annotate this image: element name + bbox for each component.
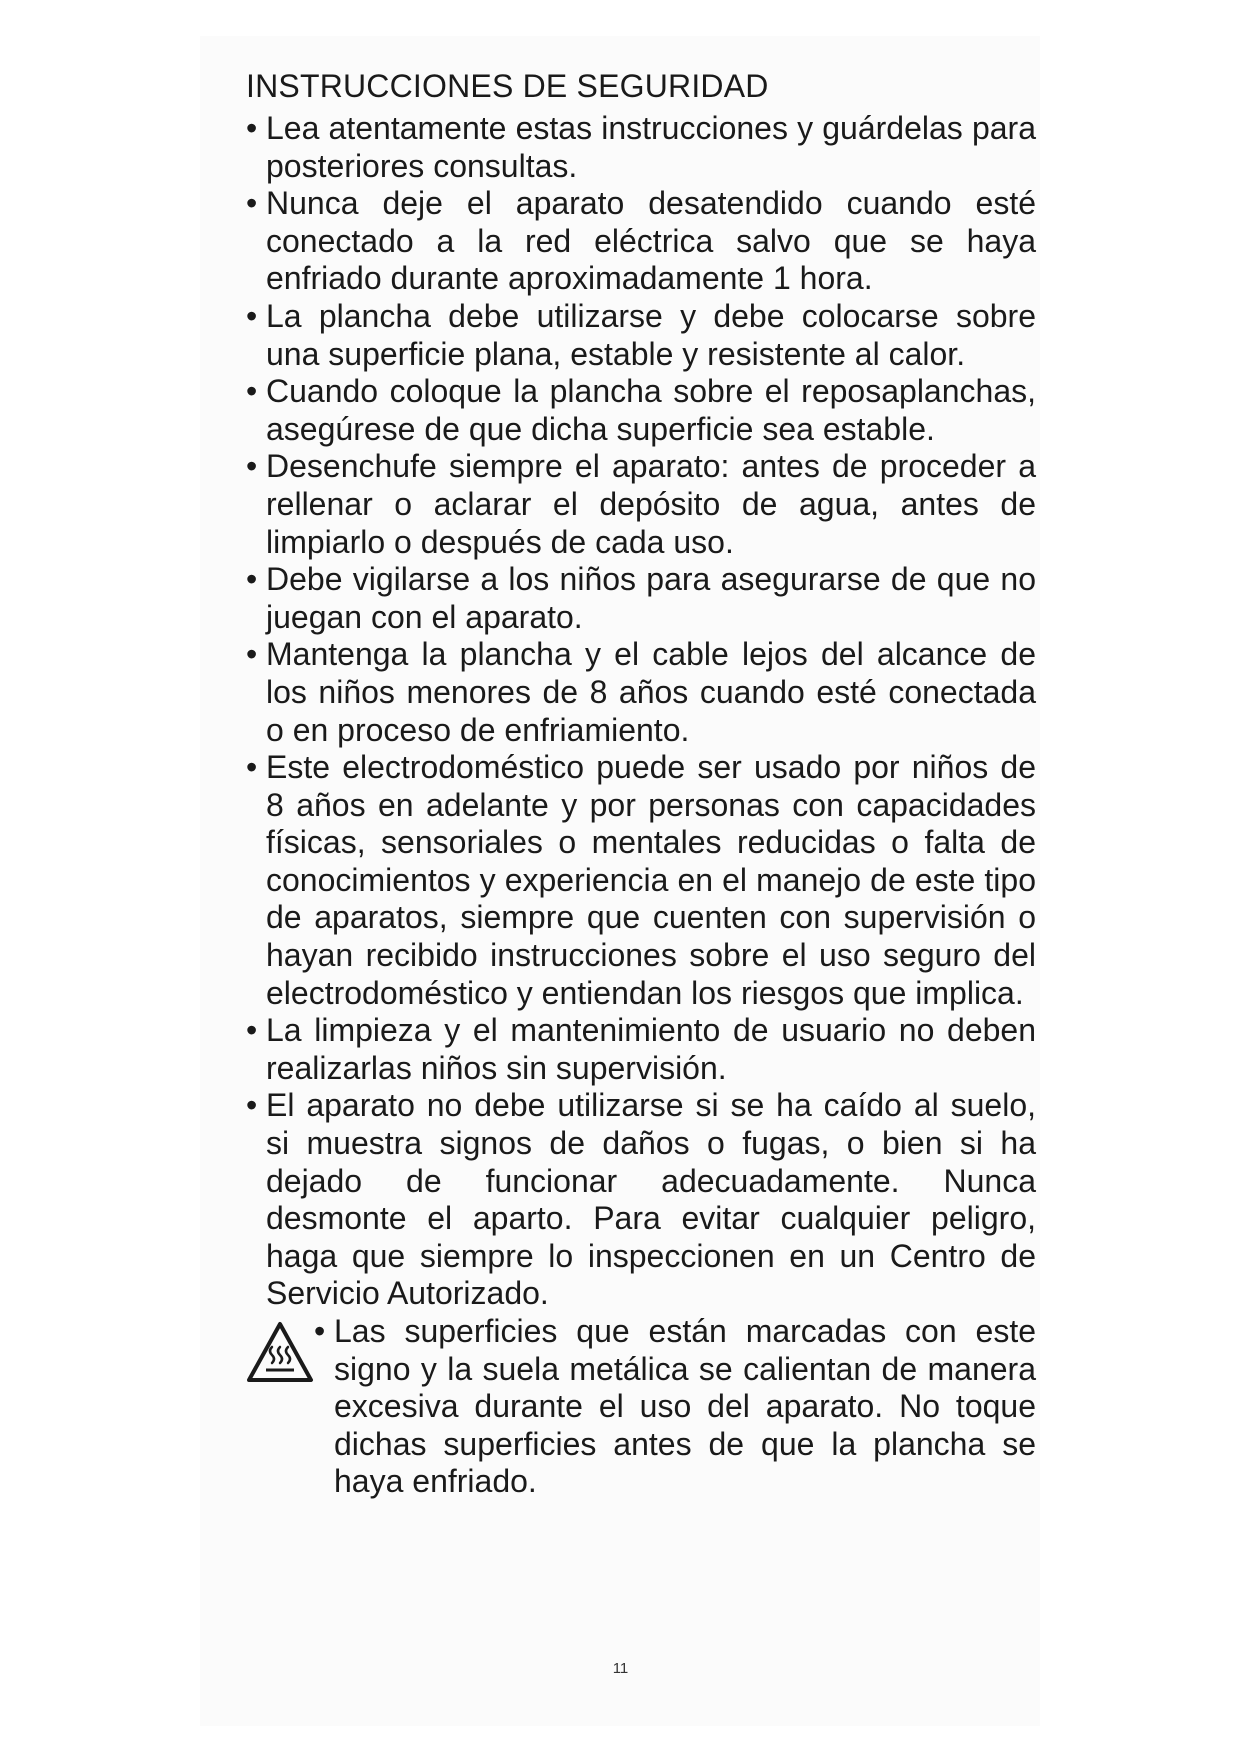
bullet: • [314,1313,326,1349]
hot-surface-warning-icon [246,1321,314,1383]
bullet: • [246,561,258,598]
page-number: 11 [612,1660,629,1677]
list-item [246,185,1036,298]
list-item-text: Lea atentamente estas instrucciones y guárdelas para posteriores consultas. [266,110,1036,184]
bullet: • [246,373,258,410]
hot-surface-warning [246,1313,1036,1501]
list-item [246,561,1036,636]
bullet: • [246,110,258,146]
list-item [246,298,1036,373]
list-item-text: Este electrodoméstico puede ser usado por niños de 8 años en adelante y por personas con capacidades físicas, sensoriales o mentales reducidas o falta de conocimientos y experiencia en el manejo de este tipo de aparatos, siempre que cuenten con supervisión o hayan recibido instrucciones sobre el uso seguro del electrodoméstico y entiendan los riesgos que implica. [266,749,1036,1011]
list-item [246,1012,1036,1087]
safety-instructions-section [246,64,1036,1501]
bullet: • [246,448,258,485]
bullet: • [246,297,258,334]
bullet: • [246,1087,258,1124]
list-item-text: El aparato no debe utilizarse si se ha caído al suelo, si muestra signos de daños o fugas, o bien si ha dejado de funcionar adecuadamente. Nunca desmonte el aparto. Para evitar cualquier peligro, haga que siempre lo inspeccionen en un Centro de Servicio Autorizado. [266,1087,1036,1312]
list-item-text: Las superficies que están marcadas con este signo y la suela metálica se calientan de manera excesiva durante el uso del aparato. No toque dichas superficies antes de que la plancha se haya enfriado. [334,1313,1036,1500]
list-item-text: La limpieza y el mantenimiento de usuario no deben realizarlas niños sin supervisión. [266,1012,1036,1086]
list-item-text: La plancha debe utilizarse y debe colocarse sobre una superficie plana, estable y resistente al calor. [266,297,1036,372]
list-item [246,110,1036,185]
list-item [246,448,1036,561]
section-title: INSTRUCCIONES DE SEGURIDAD [246,68,769,104]
list-item-text: Debe vigilarse a los niños para asegurarse de que no juegan con el aparato. [266,561,1036,635]
bullet: • [246,636,258,673]
list-item-text: Nunca deje el aparato desatendido cuando esté conectado a la red eléctrica salvo que se haya enfriado durante aproximadamente 1 hora. [266,185,1036,297]
list-item [246,636,1036,749]
bullet: • [246,185,258,222]
list-item [314,1313,1036,1501]
list-item-text: Cuando coloque la plancha sobre el reposaplanchas, asegúrese de que dicha superficie sea estable. [266,373,1036,447]
bullet: • [246,1012,258,1049]
bullet: • [246,749,258,786]
list-item [246,1087,1036,1313]
list-item [246,373,1036,448]
list-item [246,749,1036,1012]
list-item-text: Desenchufe siempre el aparato: antes de proceder a rellenar o aclarar el depósito de agua, antes de limpiarlo o después de cada uso. [266,448,1036,560]
list-item-text: Mantenga la plancha y el cable lejos del alcance de los niños menores de 8 años cuando esté conectada o en proceso de enfriamiento. [266,636,1036,748]
